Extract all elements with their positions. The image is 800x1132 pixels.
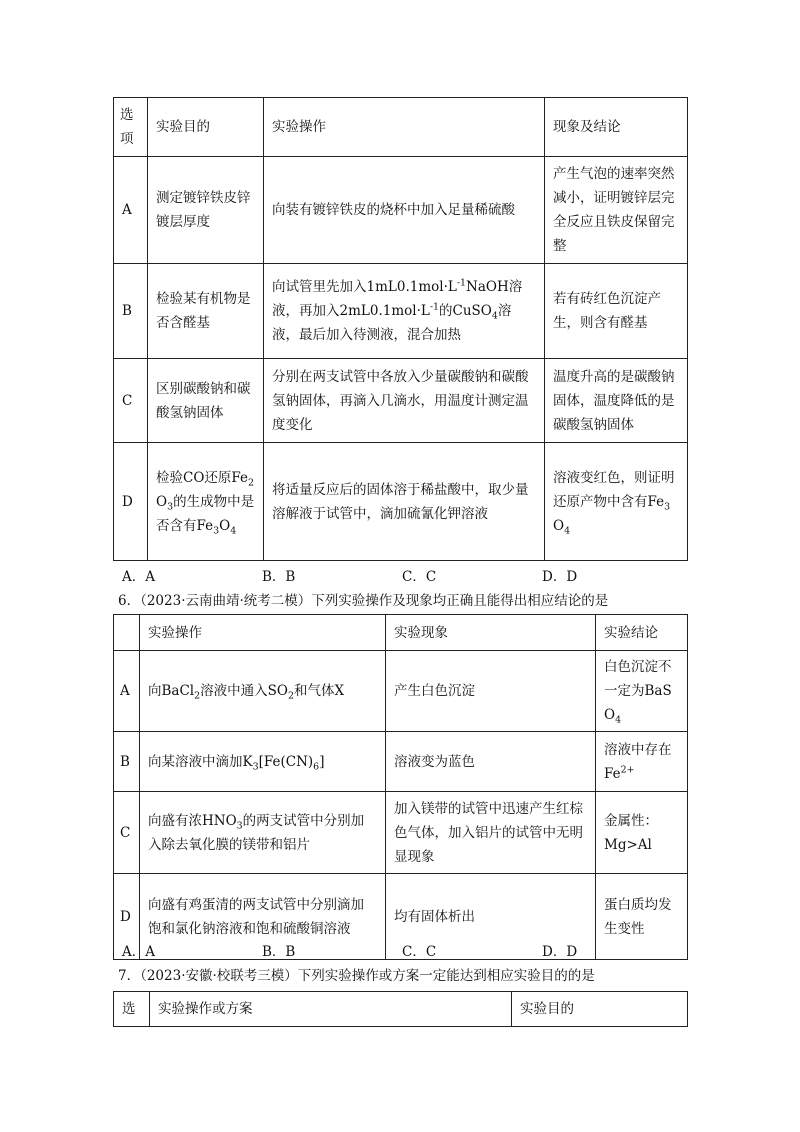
row-purpose: 区别碳酸钠和碳酸氢钠固体 xyxy=(148,359,264,443)
answer-option-a: A．A xyxy=(122,944,155,960)
table-header-row xyxy=(114,615,688,651)
question-6-text: 6．（2023·云南曲靖·统考二模）下列实验操作及现象均正确且能得出相应结论的是 xyxy=(118,593,609,609)
table-header-row xyxy=(114,992,688,1027)
header-operation: 实验操作或方案 xyxy=(150,992,512,1027)
row-result: 产生气泡的速率突然减小，证明镀锌层完全反应且铁皮保留完整 xyxy=(545,157,688,264)
row-purpose: 测定镀锌铁皮锌镀层厚度 xyxy=(148,157,264,264)
answer-option-d: D．D xyxy=(542,569,578,585)
header-option: 选 xyxy=(114,992,150,1027)
table-row xyxy=(114,157,688,264)
answer-options-1 xyxy=(122,565,682,585)
row-conclusion: 蛋白质均发生变性 xyxy=(596,874,688,960)
table-row xyxy=(114,359,688,443)
row-operation: 向试管里先加入$1mL0.1mol\cdot L^{-1}NaOH$溶液，再加入$2mL0.1mol\cdot L^{-1}$的CuSO$_4$溶液，最后加入待测液，混合加热 xyxy=(264,264,545,359)
answer-option-c: C．C xyxy=(402,569,437,585)
row-result: 溶液变红色，则证明还原产物中含有$Fe_3O_4$ xyxy=(545,443,688,561)
row-operation: 向盛有浓$HNO_3$的两支试管中分别加入除去氧化膜的镁带和铝片 xyxy=(140,792,386,874)
row-operation: 将适量反应后的固体溶于稀盐酸中，取少量溶解液于试管中，滴加硫氰化钾溶液 xyxy=(264,443,545,561)
row-option: D xyxy=(114,874,140,960)
header-result: 现象及结论 xyxy=(545,98,688,157)
row-operation: 向盛有鸡蛋清的两支试管中分别滴加饱和氯化钠溶液和饱和硫酸铜溶液 xyxy=(140,874,386,960)
row-option: B xyxy=(114,264,148,359)
row-phenomenon: 均有固体析出 xyxy=(386,874,596,960)
row-option: C xyxy=(114,792,140,874)
row-option: D xyxy=(114,443,148,561)
table-row xyxy=(114,792,688,874)
row-conclusion: 金属性： Mg>Al xyxy=(596,792,688,874)
answer-option-b: B．B xyxy=(262,944,296,960)
table-row xyxy=(114,264,688,359)
row-operation: 向某溶液中滴加$K_3[Fe(CN)_6]$ xyxy=(140,732,386,792)
header-phenomenon: 实验现象 xyxy=(386,615,596,651)
row-operation: 分别在两支试管中各放入少量碳酸钠和碳酸氢钠固体，再滴入几滴水，用温度计测定温度变化 xyxy=(264,359,545,443)
answer-option-b: B．B xyxy=(262,569,296,585)
row-option: B xyxy=(114,732,140,792)
row-purpose: 检验CO还原$Fe_2O_3$的生成物中是否含有$Fe_3O_4$ xyxy=(148,443,264,561)
row-phenomenon: 产生白色沉淀 xyxy=(386,651,596,732)
answer-option-d: D．D xyxy=(542,944,578,960)
row-result: 若有砖红色沉淀产生，则含有醛基 xyxy=(545,264,688,359)
row-option: C xyxy=(114,359,148,443)
table-row xyxy=(114,443,688,561)
experiment-table-2 xyxy=(113,614,688,960)
experiment-table-3 xyxy=(113,991,688,1027)
row-conclusion: 白色沉淀不一定为BaSO$_4$ xyxy=(596,651,688,732)
table-header-row xyxy=(114,98,688,157)
row-result: 温度升高的是碳酸钠固体，温度降低的是碳酸氢钠固体 xyxy=(545,359,688,443)
header-purpose: 实验目的 xyxy=(148,98,264,157)
experiment-table-1 xyxy=(113,97,688,561)
row-operation: 向BaCl$_2$溶液中通入$SO_2$和气体X xyxy=(140,651,386,732)
row-option: A xyxy=(114,651,140,732)
header-operation: 实验操作 xyxy=(264,98,545,157)
header-purpose: 实验目的 xyxy=(512,992,688,1027)
question-7-text: 7．（2023·安徽·校联考三模）下列实验操作或方案一定能达到相应实验目的的是 xyxy=(118,968,595,984)
header-option: 选项 xyxy=(114,98,148,157)
answer-option-c: C．C xyxy=(402,944,437,960)
row-conclusion: 溶液中存在$Fe^{2+}$ xyxy=(596,732,688,792)
row-phenomenon: 加入镁带的试管中迅速产生红棕色气体，加入铝片的试管中无明显现象 xyxy=(386,792,596,874)
answer-options-2 xyxy=(122,940,682,960)
row-operation: 向装有镀锌铁皮的烧杯中加入足量稀硫酸 xyxy=(264,157,545,264)
table-row xyxy=(114,732,688,792)
row-purpose: 检验某有机物是否含醛基 xyxy=(148,264,264,359)
row-option: A xyxy=(114,157,148,264)
header-option xyxy=(114,615,140,651)
header-operation: 实验操作 xyxy=(140,615,386,651)
header-conclusion: 实验结论 xyxy=(596,615,688,651)
answer-option-a: A．A xyxy=(122,569,155,585)
table-row xyxy=(114,651,688,732)
row-phenomenon: 溶液变为蓝色 xyxy=(386,732,596,792)
